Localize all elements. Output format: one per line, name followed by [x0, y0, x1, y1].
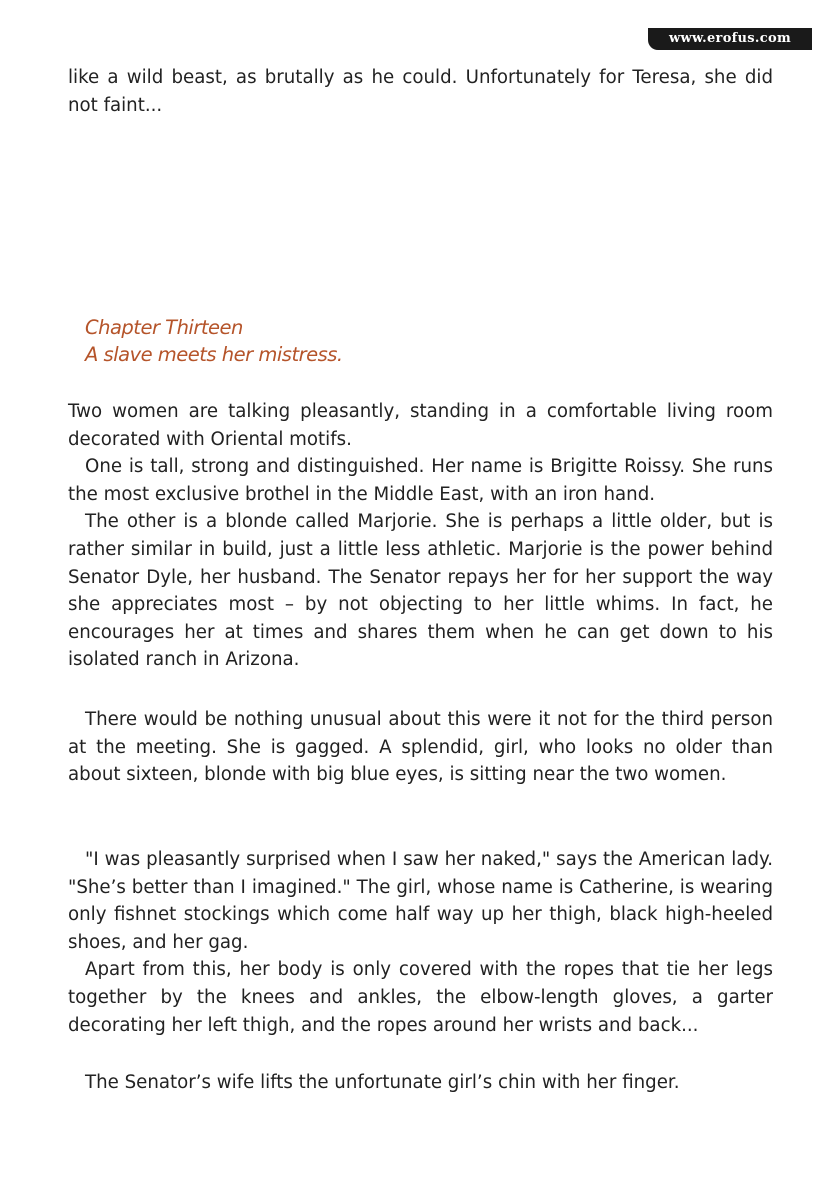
text-block-3 [68, 846, 773, 1039]
text-block-4 [68, 1069, 773, 1097]
paragraph: The Senator’s wife lifts the unfortunate girl’s chin with her finger. [85, 1072, 680, 1093]
paragraph: Apart from this, her body is only covered with the ropes that tie her legs together by the knees and ankles, the elbow-length gloves, a garter decorating her left thigh, and the ropes around her wrists and back... [68, 959, 773, 1036]
paragraph: The other is a blonde called Marjorie. She is perhaps a little older, but is rather similar in build, just a little less athletic. Marjorie is the power behind Senator Dyle, her husband. The Senator repays her for her support the way she appreciates most – by not objecting to her little whims. In fact, he encourages her at times and shares them when he can get down to his isolated ranch in Arizona. [68, 511, 773, 671]
chapter-title: A slave meets her mistress. [85, 343, 343, 366]
paragraph: "I was pleasantly surprised when I saw her naked," says the American lady. "She’s better than I imagined." The girl, whose name is Catherine, is wearing only fishnet stockings which come half way up her thigh, black high-heeled shoes, and her gag. [68, 849, 773, 953]
paragraph: One is tall, strong and distinguished. Her name is Brigitte Roissy. She runs the most exclusive brothel in the Middle East, with an iron hand. [68, 456, 773, 505]
paragraph: Two women are talking pleasantly, standing in a comfortable living room decorated with Oriental motifs. [68, 401, 773, 450]
page-text-top [68, 64, 773, 119]
site-watermark: www.erofus.com [648, 28, 812, 50]
text-block-1 [68, 398, 773, 674]
chapter-heading [85, 314, 343, 368]
chapter-number: Chapter Thirteen [85, 316, 243, 339]
paragraph: There would be nothing unusual about this were it not for the third person at the meeting. She is gagged. A splendid, girl, who looks no older than about sixteen, blonde with big blue eyes, is sitting near the two women. [68, 709, 773, 786]
text-block-2 [68, 706, 773, 789]
paragraph-continuation: like a wild beast, as brutally as he could. Unfortunately for Teresa, she did not faint... [68, 67, 773, 116]
